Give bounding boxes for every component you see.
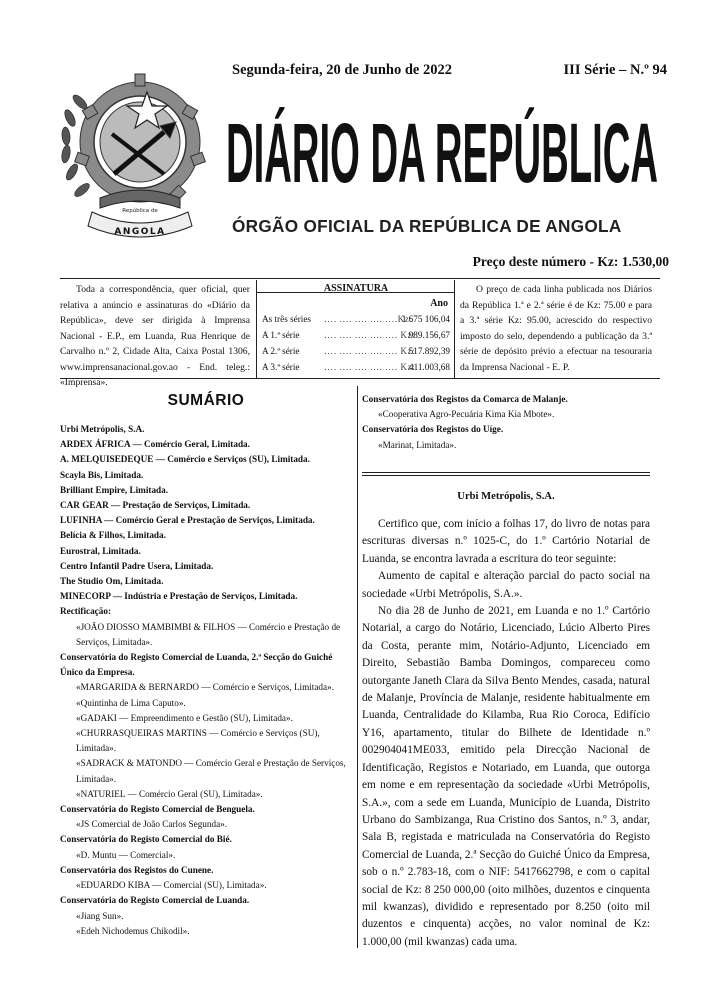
masthead-subtitle: ÓRGÃO OFICIAL DA REPÚBLICA DE ANGOLA (232, 216, 622, 236)
emblem-motto: República de (122, 208, 158, 214)
list-item: ARDEX ÁFRICA — Comércio Geral, Limitada. (60, 439, 250, 450)
masthead-text: DIÁRIO DA REPÚBLICA (226, 106, 658, 200)
subscription-label: A 3.ª série (262, 362, 300, 372)
list-item: Conservatória dos Registos da Comarca de Malanje. (362, 394, 568, 404)
subscription-row (262, 362, 450, 378)
list-item: Conservatória dos Registos do Uíge. (362, 424, 504, 435)
subscription-value: 411.003,68 (408, 362, 450, 372)
issue-date: Segunda-feira, 20 de Junho de 2022 (232, 62, 452, 78)
list-item: «JOÃO DIOSSO MAMBIMBI & FILHOS — Comércio e Prestação de Serviços, Limitada». (76, 621, 341, 647)
list-item: LUFINHA — Comércio Geral e Prestação de Serviços, Limitada. (60, 515, 315, 526)
list-item: «D. Muntu — Comercial». (76, 849, 176, 860)
correspondence-text: Toda a correspondência, quer oficial, quer relativa a anúncio e assinaturas do «Diário da República», deve ser dirigida à Imprensa Nacional - E.P., em Luanda, Rua Henrique de Carvalho n.º 2, Cidade Alta, Caixa Postal 1306, www.imprensanacional.gov.ao - End. teleg.: «Imprensa». (60, 284, 250, 388)
emblem-banner-text: ANGOLA (114, 227, 166, 237)
subscription-value: 517.892,39 (408, 346, 450, 356)
subscription-title: ASSINATURA (323, 283, 389, 294)
info-box-divider-right (454, 280, 455, 378)
issue-series-number: III Série – N.º 94 (563, 62, 667, 78)
article-title: Urbi Metrópolis, S.A. (457, 491, 555, 502)
price-notice (460, 282, 652, 375)
list-item: The Studio Om, Limitada. (60, 576, 164, 587)
subscription-value: 1 675 106,04 (401, 314, 450, 324)
article-paragraph: Certifico que, com início a folhas 17, do livro de notas para escrituras diversas n.º 1025-C, do 1.º Cartório Notarial de Luanda, se encontra lavrada a escritura do teor seguinte: (362, 518, 650, 565)
subscription-value: 989.156,67 (408, 330, 450, 340)
sumario-title: SUMÁRIO (167, 392, 245, 409)
info-box-top-rule (60, 278, 660, 279)
list-item: A. MELQUISEDEQUE — Comércio e Serviços (SU), Limitada. (60, 454, 310, 465)
subscription-label: As três séries (262, 314, 311, 324)
sumario-continued (362, 392, 650, 453)
sumario-list (60, 422, 352, 939)
list-item: «CHURRASQUEIRAS MARTINS — Comércio e Serviços (SU), Limitada». (76, 728, 320, 754)
list-item: MINECORP — Indústria e Prestação de Serviços, Limitada. (60, 591, 298, 602)
list-item: «Cooperativa Agro-Pecuária Kima Kia Mbote». (378, 409, 555, 420)
list-item: «Quintinha de Lima Caputo». (76, 697, 186, 708)
column-divider (357, 386, 358, 948)
issue-price: Preço deste número - Kz: 1.530,00 (472, 254, 669, 269)
list-item: Rectificação: (60, 606, 112, 617)
list-item: Urbi Metrópolis, S.A. (60, 424, 145, 434)
list-item: Conservatória do Registo Comercial do Bié. (60, 834, 232, 845)
subscription-label: A 1.ª série (262, 330, 300, 340)
list-item: Eurostral, Limitada. (60, 545, 141, 556)
list-item: «Marinat, Limitada». (378, 439, 457, 450)
correspondence-notice (60, 282, 250, 391)
subscription-row (262, 346, 450, 362)
list-item: «SADRACK & MATONDO — Comércio Geral e Prestação de Serviços, Limitada». (76, 758, 346, 784)
subscription-dots: …. …. …. …. ….Kz: (324, 314, 413, 324)
list-item: CAR GEAR — Prestação de Serviços, Limitada. (60, 500, 251, 511)
list-item: «NATURIEL — Comércio Geral (SU), Limitada». (76, 788, 263, 799)
list-item: Conservatória do Registo Comercial de Benguela. (60, 804, 255, 815)
article-paragraph: Aumento de capital e alteração parcial do pacto social na sociedade «Urbi Metrópolis, S.A.». (362, 570, 650, 600)
list-item: «Edeh Nichodemus Chikodil». (76, 925, 190, 936)
subscription-label: A 2.ª série (262, 346, 300, 356)
list-item: Belícia & Filhos, Limitada. (60, 530, 166, 541)
list-item: «GADAKI — Empreendimento e Gestão (SU), Limitada». (76, 712, 293, 723)
subscription-dots: …. …. …. …. …. Kz: (324, 346, 416, 356)
masthead-title (226, 90, 660, 200)
list-item: «JS Comercial de João Carlos Segunda». (76, 819, 228, 830)
price-notice-text: O preço de cada linha publicada nos Diários da República 1.ª e 2.ª série é de Kz: 75.00 e para a 3.ª série Kz: 95.00, acrescido do respectivo imposto do selo, dependendo a publicação da 3.ª série de depósito prévio a efectuar na tesouraria da Imprensa Nacional - E. P. (460, 284, 652, 373)
section-rule (362, 472, 650, 473)
list-item: Scayla Bis, Limitada. (60, 469, 144, 480)
section-rule (362, 475, 650, 476)
list-item: Conservatória do Registo Comercial de Luanda. (60, 895, 250, 906)
list-item: Conservatória dos Registos do Cunene. (60, 864, 214, 875)
subscription-dots: …. …. …. …. …. Kz: (324, 330, 416, 340)
subscription-dots: …. …. …. …. …. Kz: (324, 362, 416, 372)
article-paragraph: No dia 28 de Junho de 2021, em Luanda e no 1.º Cartório Notarial, a cargo do Notário, Licenciado, Lúcio Alberto Pires da Costa, perante mim, Notário-Adjunto, Licenciado em Direito, Sebastião Bamba Domingos, compareceu como outorgante Janeth Clara da Silva Bento Mendes, casada, natural de Malanje, Província de Malanje, residente habitualmente em Luanda, Centralidade do Kilamba, Rua Rio Coroca, Edifício Y16, apartamento, titular do Bilhete de Identidade n.º 002904041ME033, emitido pela Direcção Nacional de Identificação, Registos e Notariado, em Luanda, que outorga em nome e em representação da sociedade «Urbi Metrópolis, S.A.», com a sede em Luanda, Município de Luanda, Distrito Urbano do Sambizanga, Rua Cristino dos Santos, n.º 3, andar, Sala B, registada e matriculada na Conservatória do Registo Comercial de Luanda, 2.ª Secção do Guiché Único da Empresa, sob o n.º 2.783-18, com o NIF: 5417662798, e com o capital social de Kz: 8 250 000,00 (oito milhões, duzentos e cinquenta mil kwanzas), dividido e representado por 8.250 (oito mil duzentos e cinquenta) acções, no valor nominal de Kz: 1.000,00 (mil kwanzas) cada uma. (362, 605, 650, 948)
coat-of-arms-emblem (52, 62, 222, 242)
article-body (362, 516, 650, 951)
list-item: Centro Infantil Padre Usera, Limitada. (60, 560, 214, 571)
list-item: «Jiang Sun». (76, 910, 124, 921)
list-item: Brilliant Empire, Limitada. (60, 484, 169, 495)
list-item: Conservatória do Registo Comercial de Luanda, 2.ª Secção do Guiché Único da Empresa. (60, 652, 333, 678)
list-item: «MARGARIDA & BERNARDO — Comércio e Serviços, Limitada». (76, 682, 334, 693)
subscription-year-label: Ano (430, 298, 448, 309)
list-item: «EDUARDO KIBA — Comercial (SU), Limitada». (76, 880, 267, 891)
info-box-divider-left (256, 280, 257, 378)
subscription-row (262, 314, 450, 330)
subscription-row (262, 330, 450, 346)
